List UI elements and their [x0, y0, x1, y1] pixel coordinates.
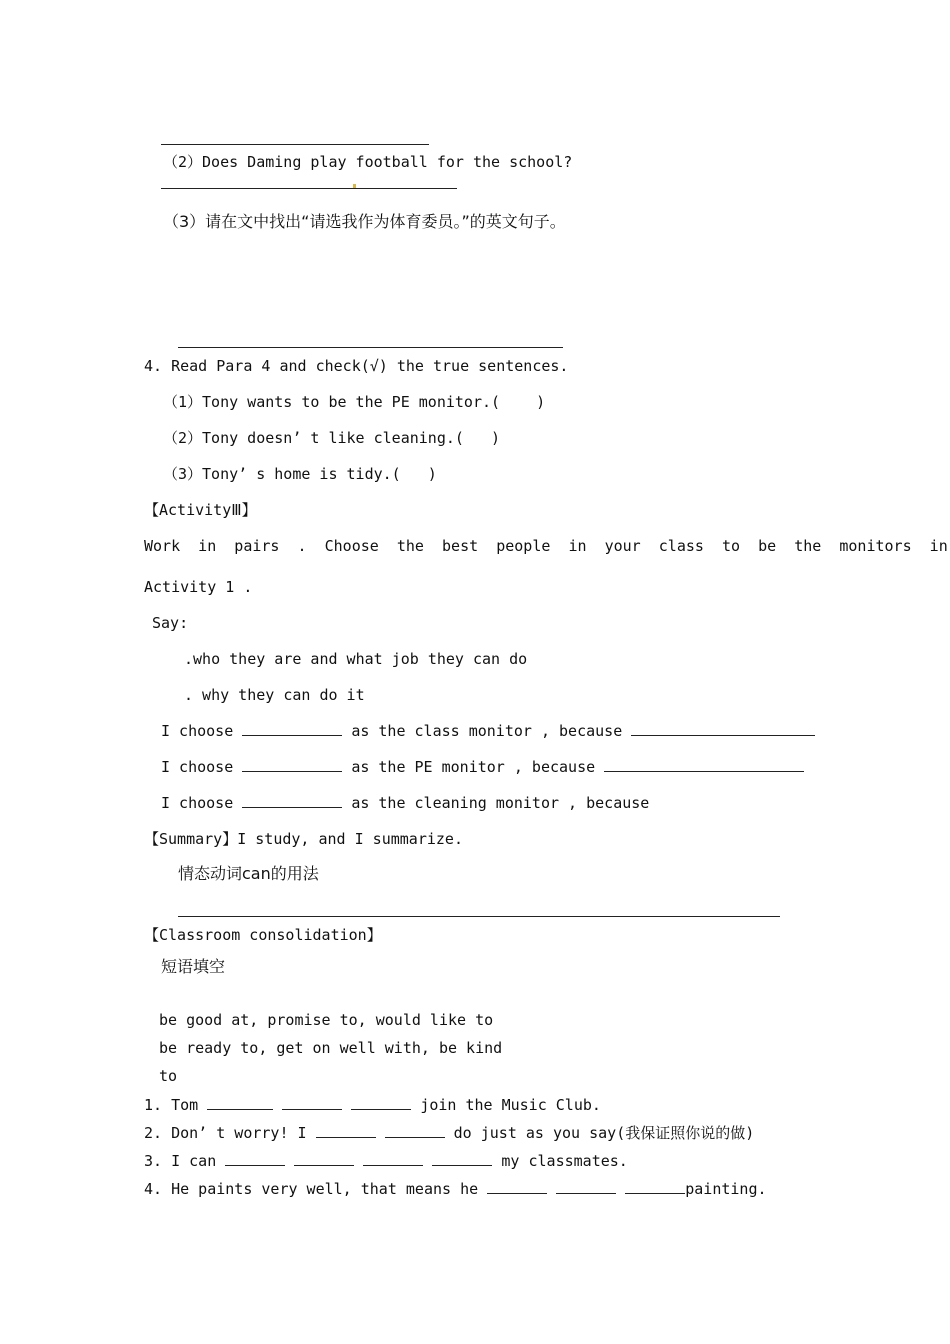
- question-3: （3）请在文中找出“请选我作为体育委员。”的英文句子。: [163, 212, 566, 231]
- blank[interactable]: [556, 1179, 616, 1194]
- blank[interactable]: [316, 1123, 376, 1138]
- phrase-bank-line-3: to: [159, 1067, 178, 1085]
- consolidation-heading: 【Classroom consolidation】: [144, 926, 382, 944]
- blank[interactable]: [363, 1151, 423, 1166]
- summary-answer-line: [178, 916, 780, 917]
- summary-heading: 【Summary】I study, and I summarize.: [144, 830, 463, 848]
- phrase-bank-line-1: be good at, promise to, would like to: [159, 1011, 494, 1029]
- activity-3-heading: 【ActivityⅢ】: [144, 501, 257, 519]
- activity-3-instruction-line-2: Activity 1 .: [144, 578, 253, 596]
- blank[interactable]: [385, 1123, 445, 1138]
- blank[interactable]: [604, 757, 804, 772]
- exercise-4: 4. He paints very well, that means he painting.: [144, 1180, 767, 1198]
- blank[interactable]: [242, 793, 342, 808]
- say-point-1: .who they are and what job they can do: [184, 650, 528, 668]
- choose-class-monitor: I choose as the class monitor , because: [161, 721, 815, 741]
- task-4-sentence-2: （2）Tony doesn’ t like cleaning.( ): [163, 429, 501, 447]
- choose-pe-monitor: I choose as the PE monitor , because: [161, 757, 804, 777]
- blank[interactable]: [487, 1179, 547, 1194]
- blank[interactable]: [242, 721, 342, 736]
- answer-line-q2: [161, 188, 457, 189]
- exercise-1: 1. Tom join the Music Club.: [144, 1096, 601, 1114]
- answer-line-q1: [161, 144, 429, 145]
- blank[interactable]: [432, 1151, 492, 1166]
- blank[interactable]: [631, 721, 815, 736]
- exercise-3: 3. I can my classmates.: [144, 1152, 628, 1170]
- activity-3-instruction-line-1: Work in pairs . Choose the best people in your class to be the monitors in: [144, 537, 948, 555]
- question-2: （2）Does Daming play football for the school?: [163, 153, 573, 171]
- blank[interactable]: [294, 1151, 354, 1166]
- blank[interactable]: [625, 1179, 685, 1194]
- task-4-title: 4. Read Para 4 and check(√) the true sentences.: [144, 357, 569, 375]
- blank[interactable]: [282, 1095, 342, 1110]
- mark-dot: [353, 184, 356, 188]
- blank[interactable]: [242, 757, 342, 772]
- blank[interactable]: [225, 1151, 285, 1166]
- task-4-sentence-1: （1）Tony wants to be the PE monitor.( ): [163, 393, 546, 411]
- say-label: Say:: [152, 614, 189, 632]
- exercise-2: 2. Don’ t worry! I do just as you say(我保证照你说的做): [144, 1124, 755, 1142]
- say-point-2: . why they can do it: [184, 686, 365, 704]
- phrase-bank-line-2: be ready to, get on well with, be kind: [159, 1039, 503, 1057]
- task-4-sentence-3: （3）Tony’ s home is tidy.( ): [163, 465, 437, 483]
- answer-line-q3: [178, 347, 563, 348]
- blank[interactable]: [351, 1095, 411, 1110]
- summary-sub: 情态动词can的用法: [178, 864, 319, 883]
- consolidation-sub: 短语填空: [161, 957, 226, 976]
- choose-cleaning-monitor: I choose as the cleaning monitor , because: [161, 794, 650, 812]
- blank[interactable]: [207, 1095, 273, 1110]
